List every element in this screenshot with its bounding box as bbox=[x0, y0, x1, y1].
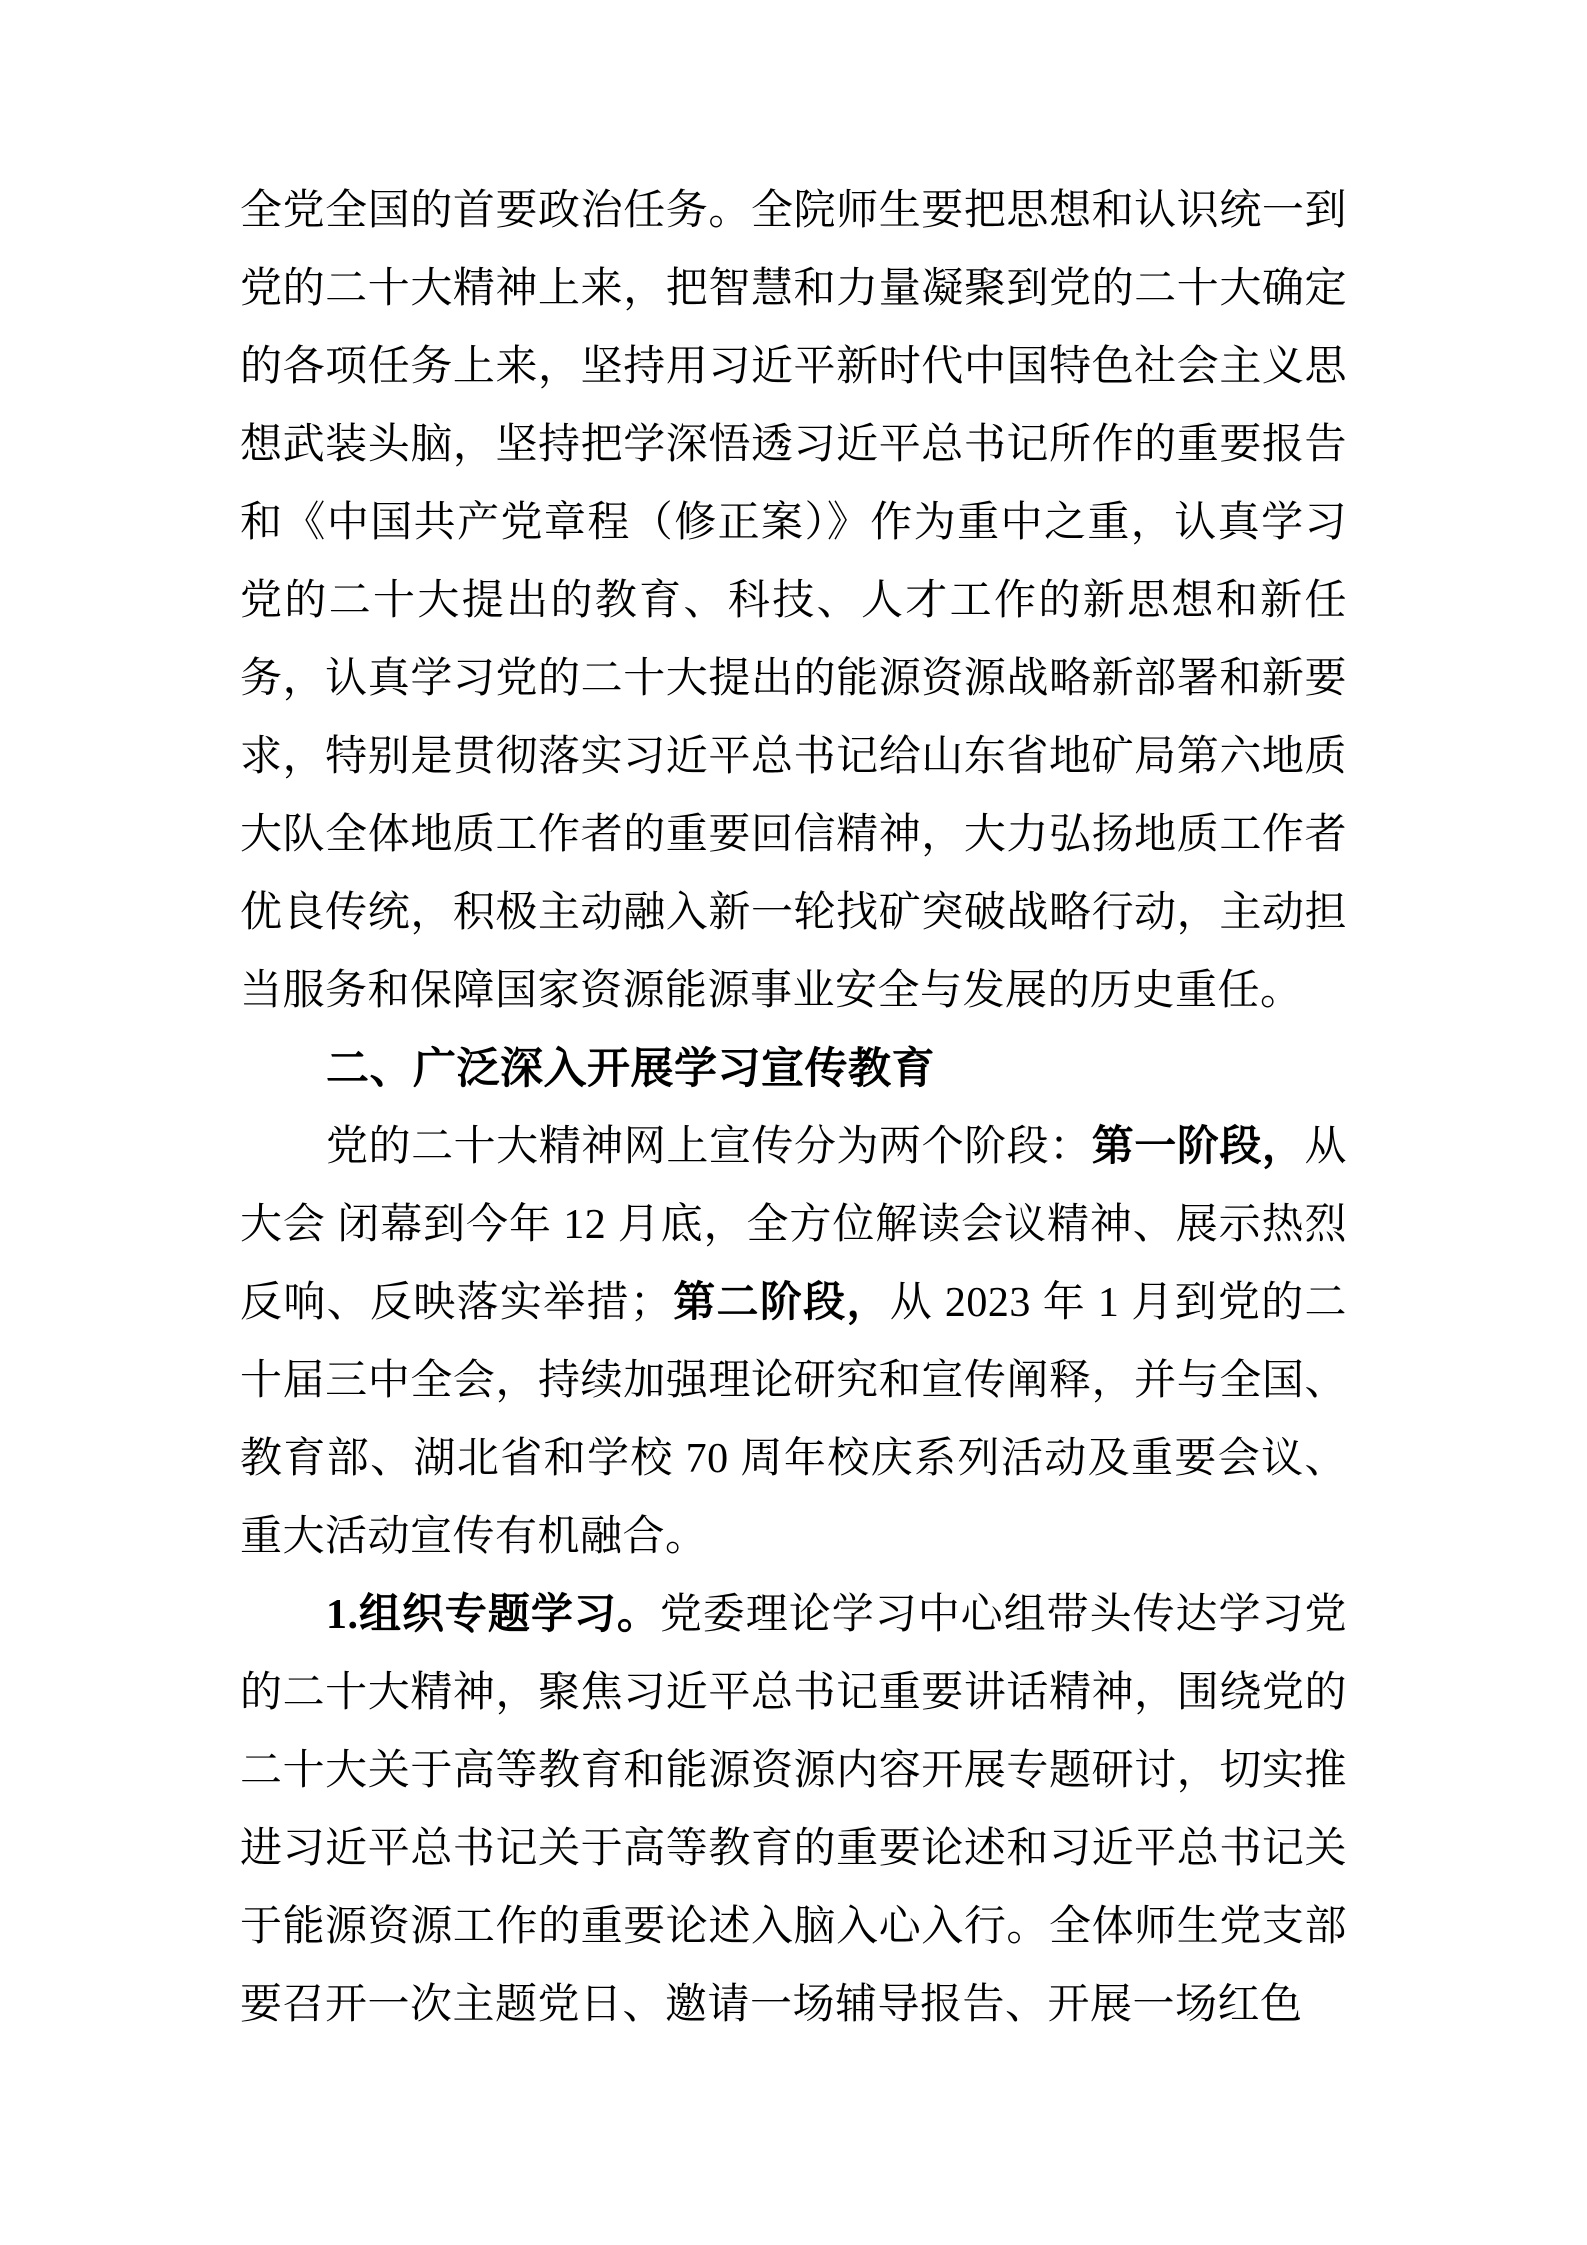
section-heading-text: 二、广泛深入开展学习宣传教育 bbox=[326, 1045, 935, 1093]
text-run: 从 2023 年 1 月到党的二十届三中全会，持续加强理论研究和宣传阐释，并与全国、教育部、湖北省和学校 70 周年校庆系列活动及重要会议、重大活动宣传有机融合。 bbox=[240, 1280, 1347, 1560]
paragraph-propaganda-stages bbox=[240, 1108, 1347, 1576]
text-run-bold-item-title: 1.组织专题学习。 bbox=[326, 1592, 660, 1638]
paragraph-item-1-study bbox=[240, 1576, 1347, 2044]
text-run-bold-stage-one: 第一阶段， bbox=[1091, 1124, 1305, 1170]
text-run: 党的二十大精神网上宣传分为两个阶段： bbox=[326, 1124, 1092, 1170]
text-run: 全党全国的首要政治任务。全院师生要把思想和认识统一到党的二十大精神上来，把智慧和力量凝聚到党的二十大确定的各项任务上来，坚持用习近平新时代中国特色社会主义思想武装头脑，坚持把学深悟透习近平总书记所作的重要报告和《中国共产党章程（修正案）》作为重中之重，认真学习党的二十大提出的教育、科技、人才工作的新思想和新任务，认真学习党的二十大提出的能源资源战略新部署和新要求，特别是贯彻落实习近平总书记给山东省地矿局第六地质大队全体地质工作者的重要回信精神，大力弘扬地质工作者优良传统，积极主动融入新一轮找矿突破战略行动，主动担当服务和保障国家资源能源事业安全与发展的历史重任。 bbox=[240, 188, 1347, 1014]
text-run: 从大会 闭幕到今年 12 月底，全方位解读会议精神、展示热烈反响、反映落实举措； bbox=[240, 1124, 1347, 1326]
section-heading bbox=[240, 1030, 1347, 1108]
paragraph-continuation bbox=[240, 172, 1347, 1030]
text-run-bold-stage-two: 第二阶段， bbox=[672, 1280, 890, 1326]
text-run: 党委理论学习中心组带头传达学习党的二十大精神，聚焦习近平总书记重要讲话精神，围绕党的二十大关于高等教育和能源资源内容开展专题研讨，切实推进习近平总书记关于高等教育的重要论述和习近平总书记关于能源资源工作的重要论述入脑入心入行。全体师生党支部要召开一次主题党日、邀请一场辅导报告、开展一场红色 bbox=[240, 1592, 1347, 2028]
